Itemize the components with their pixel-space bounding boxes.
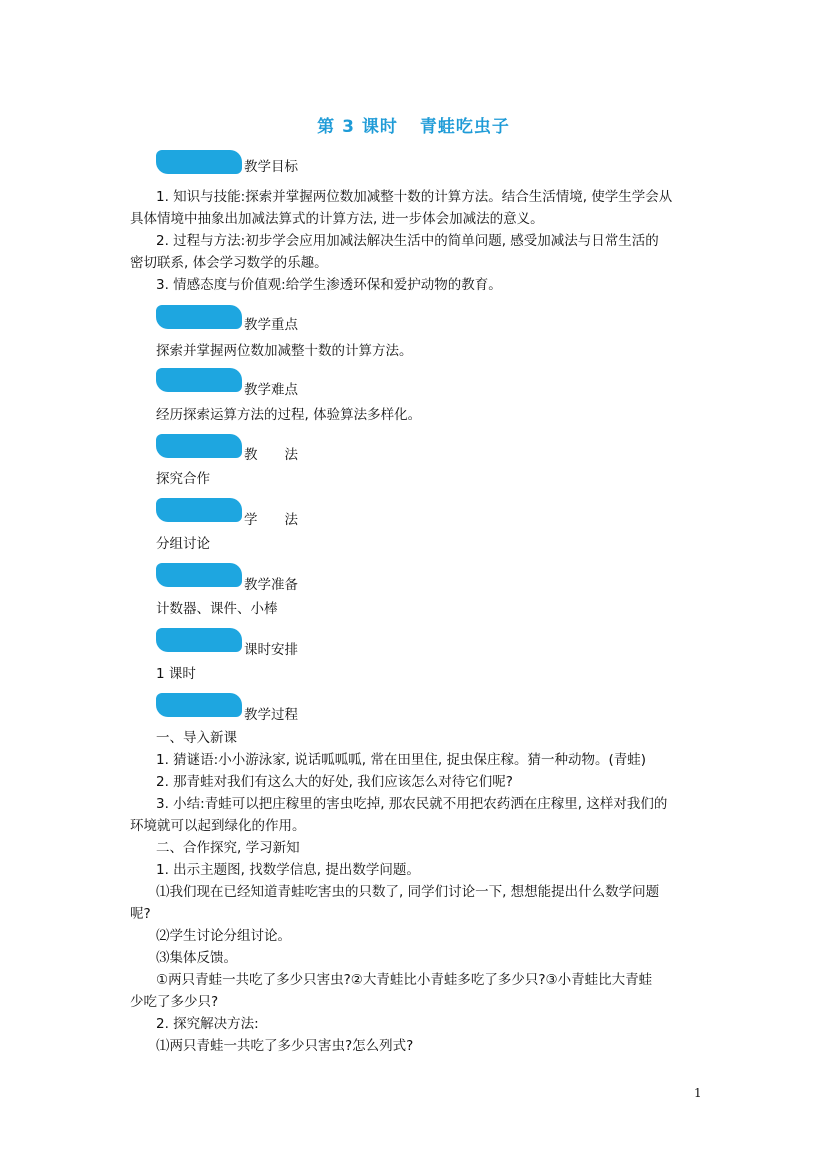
process-heading-2: 二、合作探究, 学习新知 bbox=[156, 840, 300, 856]
section-label: 课时安排 bbox=[244, 642, 298, 658]
section-badge bbox=[156, 150, 242, 174]
goal-2-line-2: 密切联系, 体会学习数学的乐趣。 bbox=[130, 255, 328, 271]
process-item-8-line-1: ①两只青蛙一共吃了多少只害虫?②大青蛙比小青蛙多吃了多少只?③小青蛙比大青蛙 bbox=[156, 972, 653, 988]
goal-2-line-1: 2. 过程与方法:初步学会应用加减法解决生活中的简单问题, 感受加减法与日常生活的 bbox=[156, 233, 659, 249]
process-item-5-line-2: 呢? bbox=[130, 906, 151, 922]
section-badge bbox=[156, 693, 242, 717]
key-text: 探索并掌握两位数加减整十数的计算方法。 bbox=[156, 343, 413, 359]
section-badge bbox=[156, 628, 242, 652]
section-badge bbox=[156, 498, 242, 522]
process-item-1: 1. 猜谜语:小小游泳家, 说话呱呱呱, 常在田里住, 捉虫保庄稼。猜一种动物。(青蛙) bbox=[156, 752, 647, 768]
section-badge bbox=[156, 368, 242, 392]
page-number: 1 bbox=[694, 1086, 702, 1100]
section-label: 教 法 bbox=[244, 447, 298, 463]
section-badge bbox=[156, 563, 242, 587]
lesson-number: 第 3 课时 bbox=[317, 117, 398, 137]
learning-method-text: 分组讨论 bbox=[156, 536, 210, 552]
section-label: 教学过程 bbox=[244, 707, 298, 723]
section-label: 教学难点 bbox=[244, 382, 298, 398]
section-label: 教学重点 bbox=[244, 317, 298, 333]
process-item-6: ⑵学生讨论分组讨论。 bbox=[156, 928, 291, 944]
schedule-text: 1 课时 bbox=[156, 666, 196, 682]
process-heading-1: 一、导入新课 bbox=[156, 730, 237, 746]
lesson-title bbox=[0, 112, 827, 137]
process-item-5-line-1: ⑴我们现在已经知道青蛙吃害虫的只数了, 同学们讨论一下, 想想能提出什么数学问题 bbox=[156, 884, 660, 900]
process-item-10: ⑴两只青蛙一共吃了多少只害虫?怎么列式? bbox=[156, 1038, 414, 1054]
section-label: 学 法 bbox=[244, 512, 298, 528]
process-item-9: 2. 探究解决方法: bbox=[156, 1016, 259, 1032]
process-item-2: 2. 那青蛙对我们有这么大的好处, 我们应该怎么对待它们呢? bbox=[156, 774, 513, 790]
section-label: 教学准备 bbox=[244, 577, 298, 593]
goal-3: 3. 情感态度与价值观:给学生渗透环保和爱护动物的教育。 bbox=[156, 277, 502, 293]
teaching-method-text: 探究合作 bbox=[156, 471, 210, 487]
process-item-4: 1. 出示主题图, 找数学信息, 提出数学问题。 bbox=[156, 862, 420, 878]
preparation-text: 计数器、课件、小棒 bbox=[156, 601, 278, 617]
goal-1-line-1: 1. 知识与技能:探索并掌握两位数加减整十数的计算方法。结合生活情境, 使学生学会从 bbox=[156, 189, 673, 205]
section-badge bbox=[156, 434, 242, 458]
process-item-3-line-2: 环境就可以起到绿化的作用。 bbox=[130, 818, 306, 834]
lesson-name: 青蛙吃虫子 bbox=[419, 117, 510, 137]
goal-1-line-2: 具体情境中抽象出加减法算式的计算方法, 进一步体会加减法的意义。 bbox=[130, 211, 544, 227]
process-item-7: ⑶集体反馈。 bbox=[156, 950, 237, 966]
process-item-8-line-2: 少吃了多少只? bbox=[130, 994, 219, 1010]
difficult-text: 经历探索运算方法的过程, 体验算法多样化。 bbox=[156, 407, 422, 423]
section-badge bbox=[156, 305, 242, 329]
process-item-3-line-1: 3. 小结:青蛙可以把庄稼里的害虫吃掉, 那农民就不用把农药洒在庄稼里, 这样对我们的 bbox=[156, 796, 668, 812]
section-label: 教学目标 bbox=[244, 159, 298, 175]
